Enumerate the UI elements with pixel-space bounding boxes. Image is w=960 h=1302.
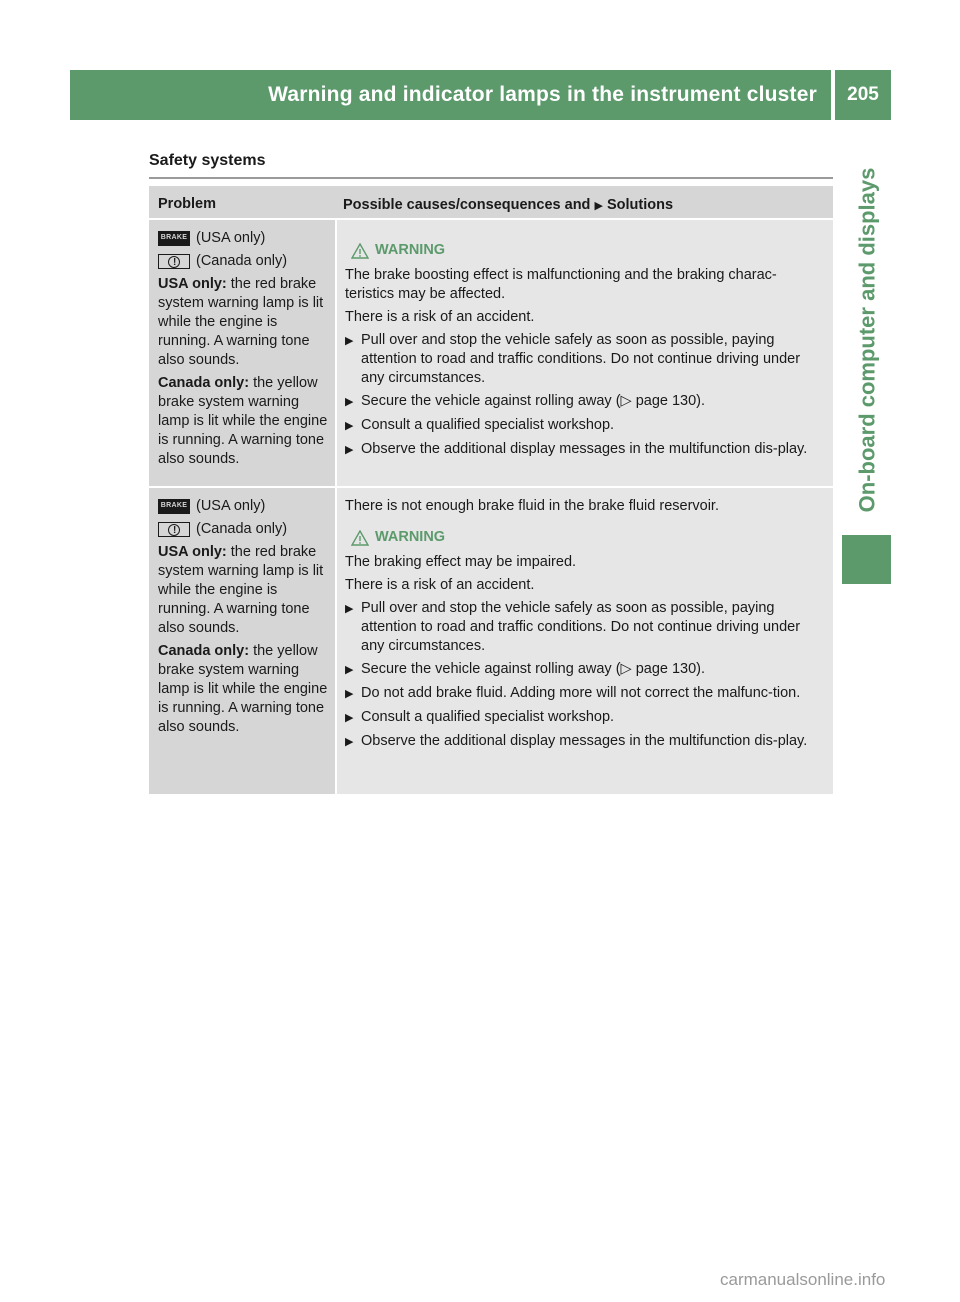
- canada-tag: (Canada only): [196, 521, 288, 537]
- step-text: Observe the additional display messages in the multifunction dis-play.: [361, 441, 808, 457]
- step-text: Do not add brake fluid. Adding more will not correct the malfunc-tion.: [361, 685, 801, 701]
- brake-warning-icon: BRAKE: [158, 499, 190, 514]
- canada-desc: the yellow brake system warning lamp is lit while the engine is running. A warning tone also sounds.: [158, 375, 328, 467]
- problem-cell: [149, 220, 335, 486]
- warning-triangle-icon: [351, 530, 369, 546]
- warning-heading: [351, 241, 821, 260]
- step-text: Consult a qualified specialist workshop.: [361, 417, 615, 433]
- usa-tag: (USA only): [196, 498, 266, 514]
- lamp-usa: [158, 497, 329, 516]
- side-tab-marker: [842, 535, 891, 584]
- table-row: [149, 488, 833, 794]
- brake-circle-icon: [158, 522, 190, 537]
- lamp-canada: [158, 520, 329, 539]
- step-text: Observe the additional display messages in the multifunction dis-play.: [361, 733, 808, 749]
- warning-triangle-icon: [351, 243, 369, 259]
- solution-step: [345, 660, 821, 680]
- brake-warning-icon: BRAKE: [158, 231, 190, 246]
- watermark: carmanualsonline.info: [720, 1270, 886, 1289]
- chapter-header: [70, 70, 831, 120]
- header-problem: Problem: [158, 196, 217, 212]
- step-text: Consult a qualified specialist workshop.: [361, 709, 615, 725]
- solution-step: [345, 708, 821, 728]
- solution-step: [345, 331, 821, 388]
- canada-note: [158, 374, 329, 469]
- risk-text: There is a risk of an accident.: [345, 577, 535, 593]
- play-arrow-icon: ▶: [594, 200, 603, 212]
- solutions-cell: [337, 488, 833, 794]
- step-arrow-icon: ▶: [345, 712, 354, 724]
- header-solutions: [335, 186, 833, 218]
- warning-label: WARNING: [375, 529, 446, 545]
- usa-tag: (USA only): [196, 230, 266, 246]
- table-row: [149, 220, 833, 486]
- side-tab-label: On-board computer and displays: [854, 167, 879, 513]
- warning-text: The braking effect may be impaired.: [345, 554, 577, 570]
- step-text: Secure the vehicle against rolling away (▷ page 130).: [361, 661, 706, 677]
- risk-text: There is a risk of an accident.: [345, 309, 535, 325]
- step-arrow-icon: ▶: [345, 688, 354, 700]
- canada-desc: the yellow brake system warning lamp is lit while the engine is running. A warning tone also sounds.: [158, 643, 328, 735]
- step-arrow-icon: ▶: [345, 420, 354, 432]
- table-header: [149, 186, 833, 218]
- canada-label: Canada only:: [158, 643, 250, 659]
- header-solutions-suffix: Solutions: [606, 197, 674, 213]
- step-arrow-icon: ▶: [345, 396, 354, 408]
- warning-text: The brake boosting effect is malfunctioning and the braking charac-teristics may be affected.: [345, 267, 777, 302]
- usa-desc: the red brake system warning lamp is lit while the engine is running. A warning tone also sounds.: [158, 276, 324, 368]
- usa-note: [158, 275, 329, 370]
- warning-label: WARNING: [375, 242, 446, 258]
- usa-label: USA only:: [158, 276, 227, 292]
- step-arrow-icon: ▶: [345, 603, 354, 615]
- step-text: Secure the vehicle against rolling away (▷ page 130).: [361, 393, 706, 409]
- step-arrow-icon: ▶: [345, 736, 354, 748]
- section-rule: [149, 177, 833, 179]
- header-solutions-prefix: Possible causes/consequences and: [343, 197, 591, 213]
- canada-tag: (Canada only): [196, 253, 288, 269]
- usa-label: USA only:: [158, 544, 227, 560]
- usa-note: [158, 543, 329, 638]
- step-text: Pull over and stop the vehicle safely as soon as possible, paying attention to road and traffic conditions. Do not continue driving under any circumstances.: [361, 332, 801, 386]
- page-number: 205: [847, 84, 879, 105]
- solution-step: [345, 416, 821, 436]
- lamp-usa: [158, 229, 329, 248]
- solution-step: [345, 440, 821, 460]
- solutions-cell: [337, 220, 833, 486]
- usa-desc: the red brake system warning lamp is lit while the engine is running. A warning tone also sounds.: [158, 544, 324, 636]
- step-arrow-icon: ▶: [345, 664, 354, 676]
- step-text: Pull over and stop the vehicle safely as soon as possible, paying attention to road and traffic conditions. Do not continue driving under any circumstances.: [361, 600, 801, 654]
- solution-step: [345, 599, 821, 656]
- step-arrow-icon: ▶: [345, 444, 354, 456]
- step-arrow-icon: ▶: [345, 335, 354, 347]
- lamp-canada: [158, 252, 329, 271]
- section-title: Safety systems: [149, 152, 266, 169]
- solution-step: [345, 392, 821, 412]
- chapter-title: Warning and indicator lamps in the instrument cluster: [268, 83, 817, 106]
- side-tab: [842, 155, 892, 525]
- canada-note: [158, 642, 329, 737]
- solution-step: [345, 684, 821, 704]
- warning-heading: [351, 528, 821, 547]
- page-number-box: [835, 70, 891, 120]
- brake-circle-icon: [158, 254, 190, 269]
- intro-text: There is not enough brake fluid in the brake fluid reservoir.: [345, 498, 719, 514]
- problem-solutions-table: [149, 186, 833, 794]
- canada-label: Canada only:: [158, 375, 250, 391]
- problem-cell: [149, 488, 335, 794]
- solution-step: [345, 732, 821, 752]
